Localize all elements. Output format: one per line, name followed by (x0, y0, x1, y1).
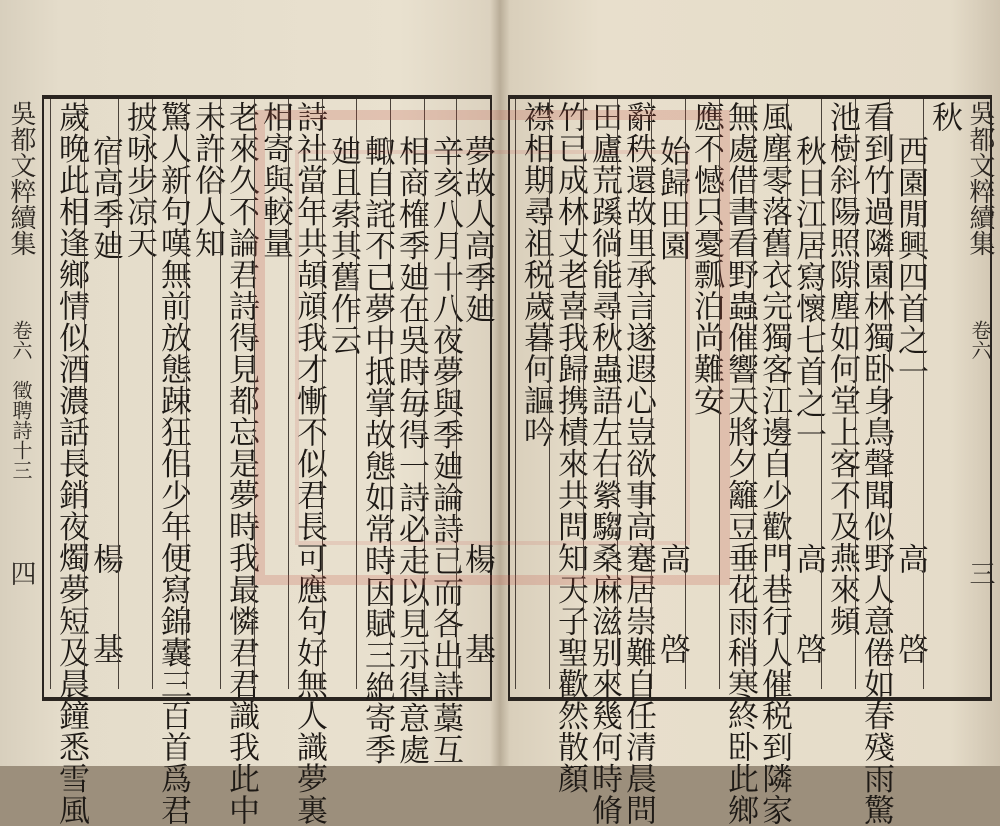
text-column: 披咏步凉天 (118, 99, 159, 689)
text-column: 應不憾只憂瓢泊尚難安 (685, 99, 726, 689)
left-margin-page-no: 四 (6, 560, 36, 586)
author-name: 楊 基 (87, 543, 123, 678)
right-margin-section: 卷六 (968, 320, 992, 360)
text-column: 西園閒興四首之一 高 啓 (889, 99, 930, 689)
text-column: 風塵零落舊衣完獨客江邊自少歡門巷行人催税到隣家 (753, 99, 794, 689)
right-margin-title: 吳都文粹續集 (965, 100, 995, 256)
text-column: 相寄與較量 (254, 99, 295, 689)
text-column: 宿高季廸 楊 基 (84, 99, 125, 689)
author-name: 楊 基 (459, 543, 495, 678)
right-margin-page-no: 三 (965, 560, 995, 586)
left-margin-section: 卷六 (9, 320, 33, 360)
text-column: 驚人新句嘆無前放態踈狂佀少年便寫錦囊三百首爲君 (152, 99, 193, 689)
left-margin-subsection: 徵聘詩十三 (9, 380, 33, 480)
author-name: 高 啓 (892, 543, 928, 678)
text-column: 辛亥八月十八夜夢與季廸論詩已而各出詩藁互 (424, 99, 465, 689)
text-column: 看到竹過隣園林獨卧身鳥聲聞似野人意倦如春殘雨驚 (855, 99, 896, 689)
text-column: 輙自詫不已夢中抵掌故態如常時因賦三絶寄季 (356, 99, 397, 689)
text-column: 秋 (923, 99, 964, 689)
text-column: 未許俗人知 (186, 99, 227, 689)
text-column: 老來久不論君詩得見都忘是夢時我最憐君君識我此中 (220, 99, 261, 689)
text-column: 夢故人高季廸 楊 基 (456, 99, 489, 689)
text-column: 始歸田園 高 啓 (651, 99, 692, 689)
text-column: 辭秩還故里承言遂遐心豈欲事高蹇居崇難自任清晨問 (617, 99, 658, 689)
text-column: 廸且索其舊作云 (322, 99, 363, 689)
text-column: 竹已成林丈老喜我歸携樍來共問知天子聖歡然散顏 (549, 99, 590, 689)
author-name: 高 啓 (654, 543, 690, 678)
text-column: 襟相期尋祖税歲暮何謳吟 (515, 99, 556, 689)
left-page (0, 0, 497, 826)
text-column: 詩社當年共頡頏我才慚不似君長可應句好無人識夢裏 (288, 99, 329, 689)
text-column: 無處借書看野蟲催響天將夕籬豆垂花雨稍寒終卧此鄉 (719, 99, 760, 689)
text-column: 相商榷季廸在吳時毎得一詩必走以見示得意處 (390, 99, 431, 689)
right-page (503, 0, 1000, 826)
author-name: 高 啓 (790, 543, 826, 678)
text-column: 田廬荒蹊徜能尋秋蟲語左右縈騶桑麻滋别來幾何時脩 (583, 99, 624, 689)
text-column: 歲晚此相逢鄉情似酒濃話長銷夜燭夢短及晨鐘悉雪風 (50, 99, 91, 689)
text-column: 秋日江居寫懷七首之一 高 啓 (787, 99, 828, 689)
left-margin-title: 吳都文粹續集 (6, 100, 36, 256)
text-column: 池樹斜陽照隙塵如何堂上客不及燕來頻 (821, 99, 862, 689)
